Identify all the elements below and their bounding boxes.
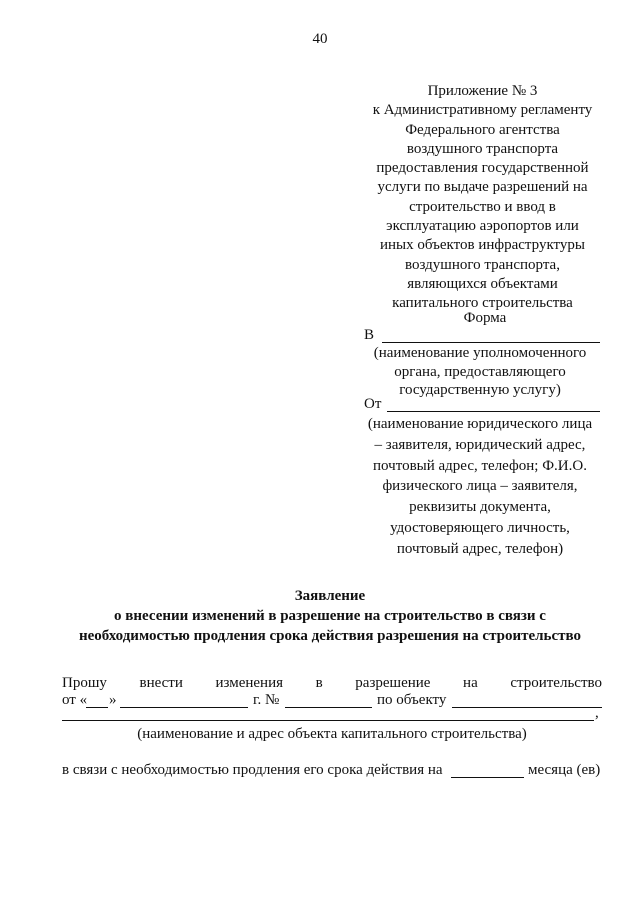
object-name-line xyxy=(62,705,602,725)
caption-line: физического лица – заявителя, xyxy=(382,478,578,495)
appendix-line: эксплуатацию аэропортов или xyxy=(386,218,579,235)
date-open-label: от « xyxy=(62,692,88,708)
caption-line: реквизиты документа, xyxy=(409,499,551,516)
request-word: Прошу xyxy=(62,675,107,691)
caption-line: органа, предоставляющего xyxy=(394,363,566,380)
appendix-line: услуги по выдаче разрешений на xyxy=(377,179,588,196)
months-blank[interactable] xyxy=(451,777,524,778)
page-number: 40 xyxy=(312,31,328,47)
document-title xyxy=(40,586,620,646)
caption-line: почтовый адрес, телефон) xyxy=(396,540,564,557)
appendix-line: Федерального агентства xyxy=(405,121,560,138)
applicant-blank-line xyxy=(387,411,600,412)
request-line xyxy=(62,675,602,692)
caption-line: (наименование юридического лица xyxy=(367,416,593,432)
request-word: на xyxy=(463,675,478,691)
extension-line xyxy=(62,762,602,782)
caption-line: государственную услугу) xyxy=(399,382,561,398)
request-word: внести xyxy=(139,675,183,691)
caption-line: – заявителя, юридический адрес, xyxy=(374,436,586,453)
form-label: Форма xyxy=(463,310,507,326)
caption-line: удостоверяющего личность, xyxy=(390,519,570,536)
appendix-line: иных объектов инфраструктуры xyxy=(380,237,585,254)
title-line: о внесении изменений в разрешение на строительство в связи с xyxy=(114,608,546,624)
object-caption: (наименование и адрес объекта капитального строительства) xyxy=(137,726,527,742)
appendix-line: воздушного транспорта, xyxy=(405,256,560,273)
title-line: необходимостью продления срока действия разрешения на строительство xyxy=(78,628,582,644)
caption-line: (наименование уполномоченного xyxy=(373,345,587,361)
appendix-line: воздушного транспорта xyxy=(406,140,559,157)
applicant-field[interactable] xyxy=(364,396,600,416)
request-word: изменения xyxy=(215,675,283,691)
request-word: разрешение xyxy=(355,675,431,691)
request-word: в xyxy=(315,675,323,691)
appendix-line: Приложение № 3 xyxy=(427,83,538,99)
recipient-label: В xyxy=(364,327,375,343)
recipient-blank-line xyxy=(382,342,600,343)
title-line: Заявление xyxy=(294,588,366,604)
date-close-label: » xyxy=(109,692,117,708)
applicant-caption xyxy=(355,414,605,560)
months-unit: месяца (ев) xyxy=(528,762,601,778)
appendix-line: строительство и ввод в xyxy=(409,198,556,215)
object-label: по объекту xyxy=(377,692,447,708)
appendix-line: являющихся объектами xyxy=(407,275,558,292)
object-name-blank[interactable] xyxy=(62,720,594,721)
appendix-line: к Административному регламенту xyxy=(372,102,593,119)
recipient-caption xyxy=(355,344,605,400)
year-number-label: г. № xyxy=(253,692,280,708)
appendix-line: капитального строительства xyxy=(392,295,573,312)
applicant-label: От xyxy=(364,396,382,412)
request-word: строительство xyxy=(510,675,602,691)
caption-line: почтовый адрес, телефон; Ф.И.О. xyxy=(373,457,587,474)
extension-text: в связи с необходимостью продления его срока действия на xyxy=(62,762,443,778)
appendix-line: предоставления государственной xyxy=(376,160,589,177)
appendix-header xyxy=(355,82,610,314)
comma: , xyxy=(595,705,599,721)
